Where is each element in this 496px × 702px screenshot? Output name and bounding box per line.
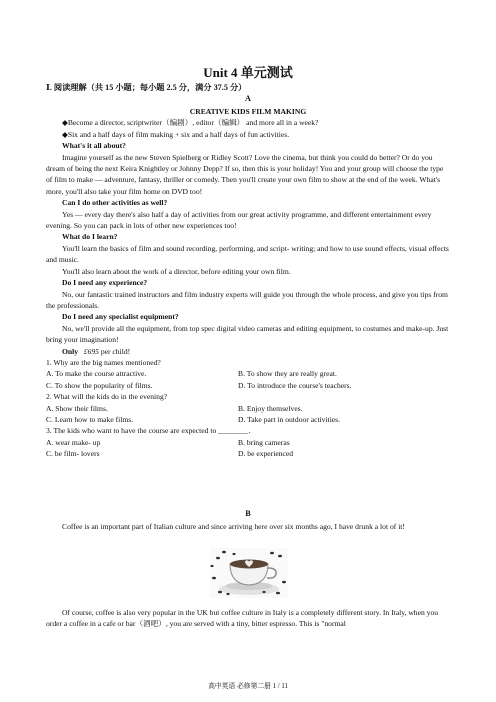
passage-a-heading: CREATIVE KIDS FILM MAKING — [189, 107, 307, 116]
price-rest: per child! — [98, 346, 131, 356]
coffee-cup-image — [210, 548, 288, 598]
question-3-options-ab — [46, 437, 450, 448]
paragraph-activities: Yes — every day there's also half a day of activities from our great activity programme, and different entertainment every evening. So you can pack in lots of other new experiences too! — [46, 209, 432, 231]
paragraph-equipment: No, we'll provide all the equipment, from top spec digital video cameras and editing equipment, to costumes and make-up. Just bring your imagination! — [46, 323, 449, 345]
price-only: Only — [62, 346, 79, 356]
page-title: Unit 4 单元测试 — [203, 65, 293, 80]
page-footer: 高中英语 必修第二册 1 / 11 — [208, 683, 288, 690]
q3-option-c: C. be film- lovers — [46, 449, 100, 459]
q2-option-a: A. Show their films. — [46, 403, 108, 413]
q3-option-b: B. bring cameras — [238, 437, 290, 447]
q2-option-c: C. Learn how to make films. — [46, 414, 134, 424]
question-1-stem: 1. Why are the big names mentioned? — [46, 357, 161, 367]
paragraph-experience: No, our fantastic trained instructors and film industry experts will guide you through the whole process, and give you tips from the professionals. — [46, 289, 448, 310]
subheading-activities: Can I do other activities as well? — [62, 198, 168, 208]
price-line — [46, 346, 450, 357]
question-1-options-ab — [46, 368, 450, 379]
subheading-about: What's it all about? — [62, 141, 126, 151]
q2-option-d: D. Take part in outdoor activities. — [238, 414, 341, 424]
question-3-options-cd — [46, 448, 450, 459]
paragraph-learn-2: You'll also learn about the work of a director, before editing your own film. — [62, 266, 291, 276]
question-3-stem: 3. The kids who want to have the course are expected to ________. — [46, 426, 251, 436]
passage-b-label: B — [245, 509, 251, 518]
section-heading: Ⅰ. 阅读理解（共 15 小题；每小题 2.5 分，满分 37.5 分） — [46, 83, 247, 92]
question-2-stem: 2. What will the kids do in the evening? — [46, 392, 168, 402]
passage-a — [46, 106, 450, 460]
passage-b-paragraph-2: Of course, coffee is also very popular in the UK but coffee culture in Italy is a completely different story. In Italy, when you order a coffee in a cafe or bar（酒吧）, you are served with a tiny, bitter espresso. This is "normal — [46, 608, 439, 629]
q1-option-c: C. To show the popularity of films. — [46, 380, 153, 390]
passage-b-paragraph-1: Coffee is an important part of Italian culture and since arriving here over six months ago, I have drunk a lot of it! — [62, 522, 405, 531]
passage-a-label: A — [245, 94, 251, 103]
q3-option-d: D. be experienced — [238, 449, 294, 459]
subheading-equipment: Do I need any specialist equipment? — [62, 312, 179, 322]
passage-b-continued — [46, 607, 450, 630]
question-2-options-ab — [46, 403, 450, 414]
bullet-1: ◆Become a director, scriptwriter（编剧）, editor（编辑） and more all in a week? — [62, 118, 319, 128]
q3-option-a: A. wear make- up — [46, 437, 101, 447]
paragraph-learn-1: You'll learn the basics of film and sound recording, performing, and script- writing; and how to use sound effects, visual effects and music. — [46, 243, 449, 265]
question-2-options-cd — [46, 414, 450, 425]
q1-option-b: B. To show they are really great. — [238, 369, 337, 379]
q1-option-a: A. To make the course attractive. — [46, 369, 147, 379]
passage-b-intro — [46, 521, 450, 532]
question-1-options-cd — [46, 380, 450, 391]
price-value: £695 — [83, 346, 99, 356]
subheading-experience: Do I need any experience? — [62, 278, 148, 288]
subheading-learn: What do I learn? — [62, 232, 118, 242]
q1-option-d: D. To introduce the course's teachers. — [238, 380, 352, 390]
paragraph-about: Imagine yourself as the new Steven Spielberg or Ridley Scott? Love the cinema, but think you could do better? Or do you dream of being the next Keira Knightley or Johnny Depp? If so, then this is your holiday! You and your group will choose the type of film to make — adventure, fantasy, thriller or comedy. Then you'll create your own film to show at the end of the week. What's more, you'll also take your film home on DVD too! — [46, 152, 444, 196]
bullet-2: ◆Six and a half days of film making + six and a half days of fun activities. — [62, 129, 290, 139]
q2-option-b: B. Enjoy themselves. — [238, 403, 303, 413]
